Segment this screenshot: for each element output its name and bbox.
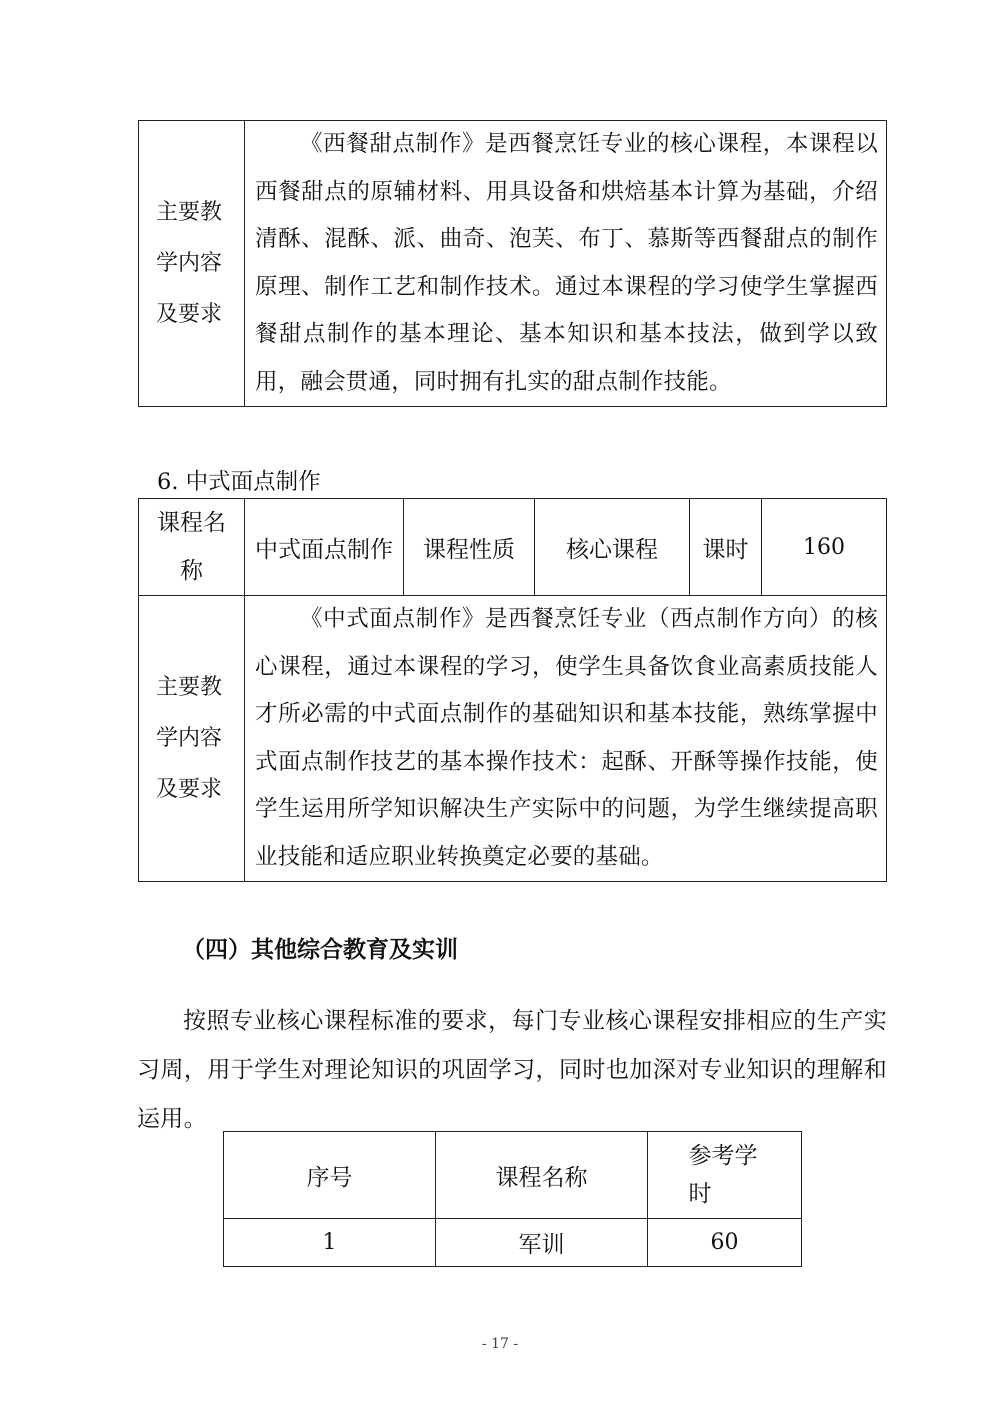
row-course-name: 军训: [436, 1219, 648, 1267]
table-row: [224, 1219, 802, 1267]
header-ref-hours: 参考学时: [648, 1132, 802, 1219]
chinese-pastry-description: 《中式面点制作》是西餐烹饪专业（西点制作方向）的核心课程，通过本课程的学习，使学生具备饮食业高素质技能人才所必需的中式面点制作的基础知识和基本技能，熟练掌握中式面点制作技艺的基本操作技术：起酥、开酥等操作技能，使学生运用所学知识解决生产实际中的问题，为学生继续提高职业技能和适应职业转换奠定必要的基础。: [255, 606, 878, 870]
header-course-name: 课程名称: [436, 1132, 648, 1219]
section-4-heading: （四）其他综合教育及实训: [182, 936, 458, 963]
course-name-label: 课程名称: [139, 499, 245, 596]
course-name-value: 中式面点制作: [245, 499, 404, 596]
course-nature-value: 核心课程: [535, 499, 690, 596]
row-index: 1: [224, 1219, 436, 1267]
content-cell: [245, 596, 887, 882]
page-number: - 17 -: [481, 1336, 519, 1352]
training-paragraph: 按照专业核心课程标准的要求，每门专业核心课程安排相应的生产实习周，用于学生对理论知识的巩固学习，同时也加深对专业知识的理解和运用。: [137, 1008, 887, 1132]
course-hours-value: 160: [762, 499, 887, 596]
training-table: [223, 1131, 802, 1267]
section-6-heading: 6. 中式面点制作: [157, 469, 321, 495]
content-cell: [245, 121, 887, 407]
header-index: 序号: [224, 1132, 436, 1219]
west-dessert-table: [138, 120, 887, 403]
west-dessert-description: 《西餐甜点制作》是西餐烹饪专业的核心课程，本课程以西餐甜点的原辅材料、用具设备和烘焙基本计算为基础，介绍清酥、混酥、派、曲奇、泡芙、布丁、慕斯等西餐甜点的制作原理、制作工艺和制作技术。通过本课程的学习使学生掌握西餐甜点制作的基本理论、基本知识和基本技法，做到学以致用，融会贯通，同时拥有扎实的甜点制作技能。: [255, 131, 878, 395]
course-hours-label: 课时: [690, 499, 762, 596]
content-label: 主要教学内容及要求: [139, 121, 245, 407]
content-label: 主要教学内容及要求: [139, 596, 245, 882]
row-hours: 60: [648, 1219, 802, 1267]
chinese-pastry-table: [138, 498, 887, 877]
course-nature-label: 课程性质: [404, 499, 535, 596]
